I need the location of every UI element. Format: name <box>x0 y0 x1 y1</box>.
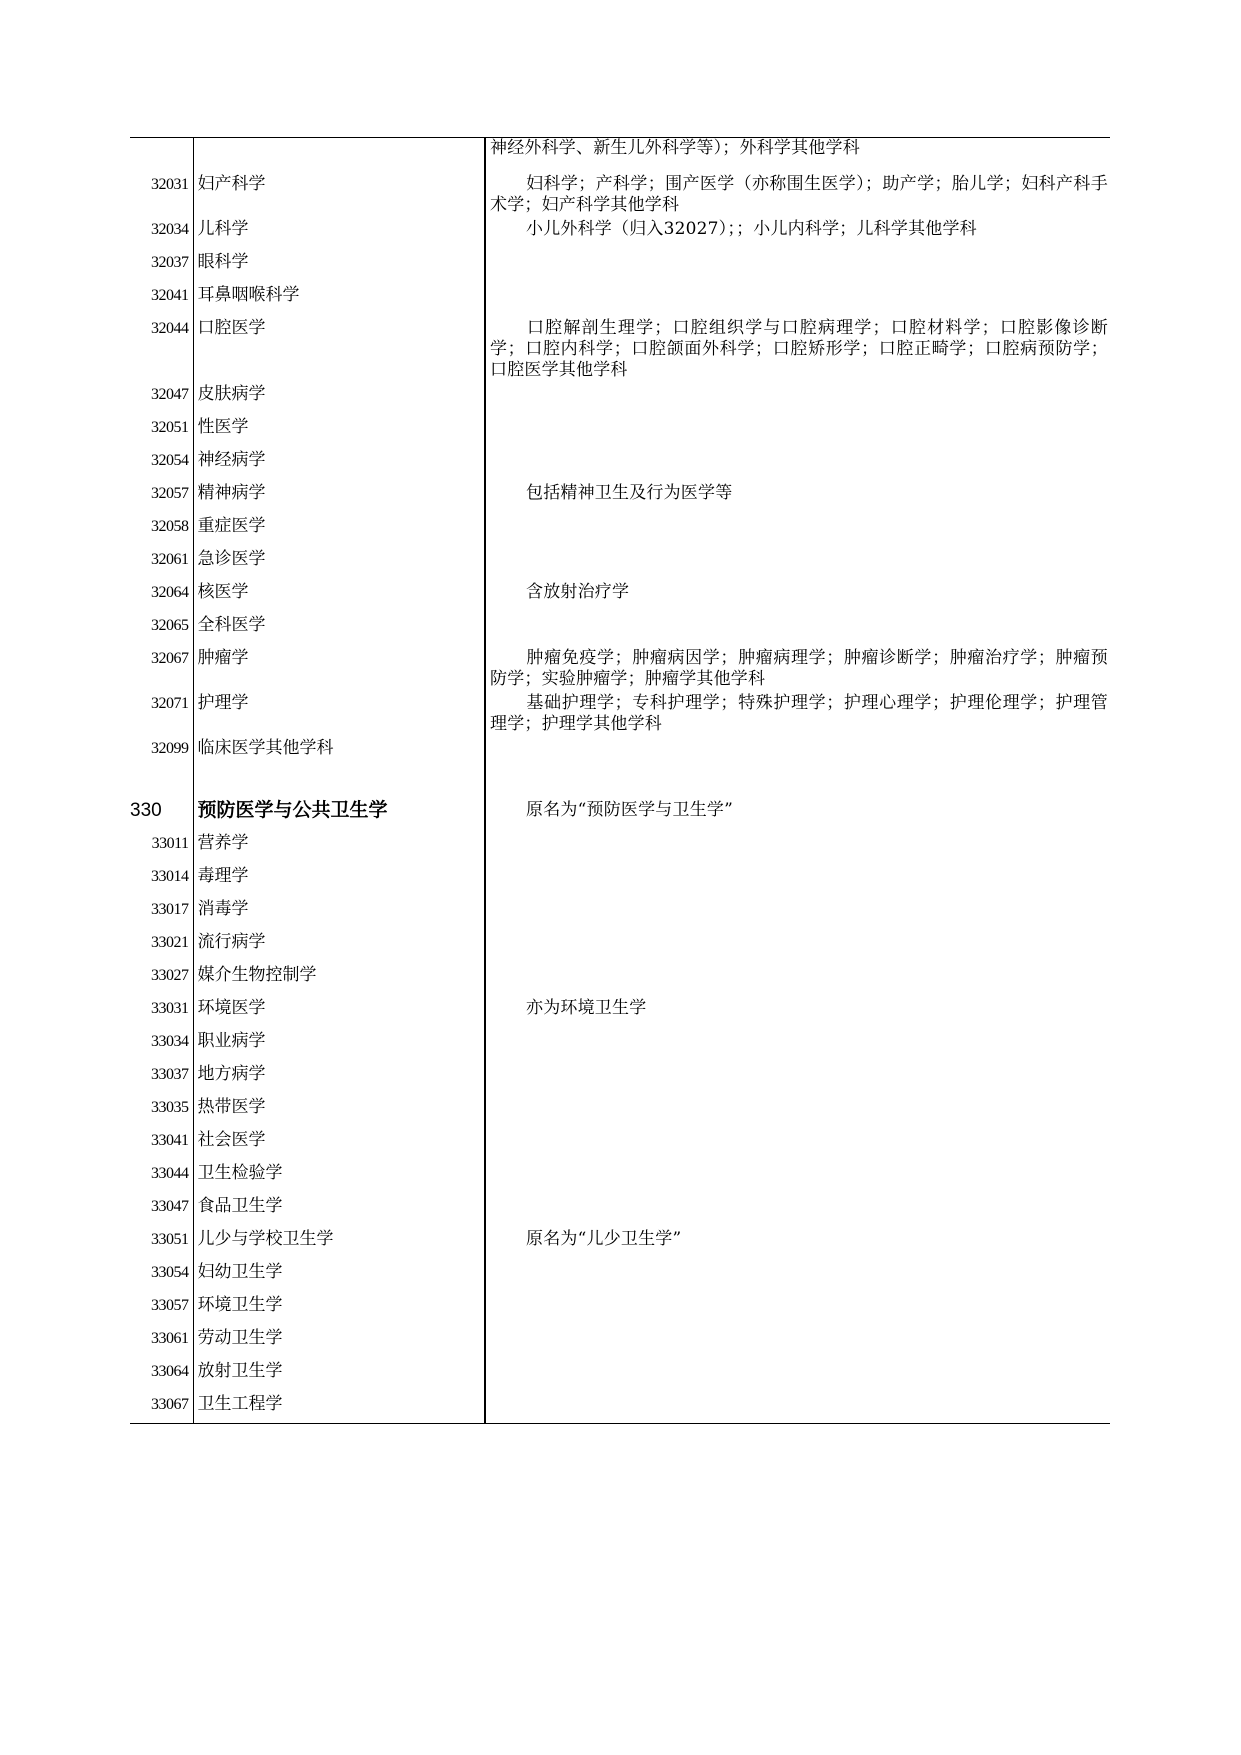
discipline-name: 劳动卫生学 <box>193 1325 485 1358</box>
discipline-note <box>485 735 1110 768</box>
table-row <box>130 315 1110 381</box>
table-body <box>130 138 1110 1424</box>
discipline-name: 环境卫生学 <box>193 1292 485 1325</box>
table-row <box>130 896 1110 929</box>
discipline-note <box>485 863 1110 896</box>
discipline-note <box>485 480 1110 513</box>
discipline-code: 32044 <box>151 319 189 337</box>
discipline-code: 32031 <box>151 175 189 193</box>
discipline-name: 妇幼卫生学 <box>193 1259 485 1292</box>
discipline-note <box>485 579 1110 612</box>
discipline-name <box>193 768 485 794</box>
discipline-name: 核医学 <box>193 579 485 612</box>
discipline-note <box>485 1292 1110 1325</box>
discipline-note <box>485 1193 1110 1226</box>
discipline-code: 33057 <box>151 1296 189 1314</box>
discipline-name: 护理学 <box>193 690 485 735</box>
discipline-note <box>485 513 1110 546</box>
discipline-code: 32058 <box>151 517 189 535</box>
discipline-name: 毒理学 <box>193 863 485 896</box>
note-text: 口腔解剖生理学；口腔组织学与口腔病理学；口腔材料学；口腔影像诊断学；口腔内科学；口腔颌面外科学；口腔矫形学；口腔正畸学；口腔病预防学；口腔医学其他学科 <box>490 317 1108 380</box>
discipline-note <box>485 381 1110 414</box>
discipline-note <box>485 1259 1110 1292</box>
discipline-code: 32047 <box>151 385 189 403</box>
discipline-code: 33041 <box>151 1131 189 1149</box>
note-text: 肿瘤免疫学；肿瘤病因学；肿瘤病理学；肿瘤诊断学；肿瘤治疗学；肿瘤预防学；实验肿瘤学；肿瘤学其他学科 <box>490 647 1108 689</box>
discipline-code: 32041 <box>151 286 189 304</box>
discipline-code: 33027 <box>151 966 189 984</box>
discipline-name: 儿科学 <box>193 216 485 249</box>
discipline-name: 环境医学 <box>193 995 485 1028</box>
discipline-note <box>485 1391 1110 1424</box>
discipline-note <box>485 929 1110 962</box>
spacer-row <box>130 768 1110 794</box>
discipline-note <box>485 896 1110 929</box>
discipline-name: 媒介生物控制学 <box>193 962 485 995</box>
table-row <box>130 1028 1110 1061</box>
discipline-code-table <box>130 137 1110 1424</box>
discipline-code <box>130 768 193 794</box>
discipline-note <box>485 1226 1110 1259</box>
discipline-note <box>485 768 1110 794</box>
table-row <box>130 282 1110 315</box>
discipline-code: 33035 <box>151 1098 189 1116</box>
discipline-code: 33034 <box>151 1032 189 1050</box>
discipline-code: 32064 <box>151 583 189 601</box>
table-row <box>130 513 1110 546</box>
discipline-name: 食品卫生学 <box>193 1193 485 1226</box>
note-text: 妇科学；产科学；围产医学（亦称围生医学）；助产学；胎儿学；妇科产科手术学；妇产科学其他学科 <box>490 173 1108 215</box>
table-row <box>130 579 1110 612</box>
discipline-note <box>485 1127 1110 1160</box>
note-text: 亦为环境卫生学 <box>526 997 647 1018</box>
discipline-note <box>485 249 1110 282</box>
table-row <box>130 735 1110 768</box>
discipline-code: 32054 <box>151 451 189 469</box>
discipline-name: 职业病学 <box>193 1028 485 1061</box>
discipline-code: 33044 <box>151 1164 189 1182</box>
discipline-note <box>485 138 1110 171</box>
discipline-note <box>485 1061 1110 1094</box>
discipline-name: 地方病学 <box>193 1061 485 1094</box>
discipline-code: 33061 <box>151 1329 189 1347</box>
table-row <box>130 1325 1110 1358</box>
note-text: 含放射治疗学 <box>526 581 630 602</box>
discipline-name: 重症医学 <box>193 513 485 546</box>
discipline-name: 营养学 <box>193 830 485 863</box>
note-text: 原名为“预防医学与卫生学” <box>526 799 733 820</box>
discipline-note <box>485 1160 1110 1193</box>
table-row <box>130 690 1110 735</box>
discipline-name: 口腔医学 <box>193 315 485 381</box>
discipline-name: 临床医学其他学科 <box>193 735 485 768</box>
table-row <box>130 414 1110 447</box>
discipline-code: 33054 <box>151 1263 189 1281</box>
table-row <box>130 863 1110 896</box>
section-row <box>130 794 1110 830</box>
discipline-code: 33017 <box>151 900 189 918</box>
discipline-note <box>485 171 1110 216</box>
discipline-code: 33014 <box>151 867 189 885</box>
discipline-note <box>485 546 1110 579</box>
discipline-code: 33047 <box>151 1197 189 1215</box>
discipline-name: 精神病学 <box>193 480 485 513</box>
discipline-note <box>485 995 1110 1028</box>
discipline-code: 32065 <box>151 616 189 634</box>
table-row <box>130 171 1110 216</box>
discipline-name: 卫生工程学 <box>193 1391 485 1424</box>
note-text: 神经外科学、新生儿外科学等）；外科学其他学科 <box>490 138 860 158</box>
discipline-code: 32099 <box>151 739 189 757</box>
discipline-code: 33011 <box>151 834 189 852</box>
table-row <box>130 1292 1110 1325</box>
discipline-code: 33031 <box>151 999 189 1017</box>
discipline-note <box>485 1358 1110 1391</box>
table-row <box>130 1193 1110 1226</box>
discipline-name: 神经病学 <box>193 447 485 480</box>
table-row <box>130 995 1110 1028</box>
discipline-code <box>130 138 193 171</box>
discipline-note <box>485 645 1110 690</box>
table-row <box>130 480 1110 513</box>
table-row <box>130 1160 1110 1193</box>
discipline-code: 32071 <box>151 694 189 712</box>
discipline-code: 33067 <box>151 1395 189 1413</box>
discipline-note <box>485 1325 1110 1358</box>
discipline-name: 耳鼻咽喉科学 <box>193 282 485 315</box>
table-row <box>130 381 1110 414</box>
discipline-name: 肿瘤学 <box>193 645 485 690</box>
table-row <box>130 1259 1110 1292</box>
table-row <box>130 929 1110 962</box>
discipline-name: 急诊医学 <box>193 546 485 579</box>
table-row <box>130 546 1110 579</box>
note-text: 包括精神卫生及行为医学等 <box>526 482 733 503</box>
table-row <box>130 1226 1110 1259</box>
table-row <box>130 962 1110 995</box>
discipline-note <box>485 282 1110 315</box>
discipline-name: 全科医学 <box>193 612 485 645</box>
discipline-code: 33021 <box>151 933 189 951</box>
discipline-name: 社会医学 <box>193 1127 485 1160</box>
note-text: 小儿外科学（归入32027）；；小儿内科学；儿科学其他学科 <box>526 218 977 239</box>
discipline-name: 预防医学与公共卫生学 <box>193 794 485 830</box>
discipline-code: 32061 <box>151 550 189 568</box>
note-text: 原名为“儿少卫生学” <box>526 1228 682 1249</box>
table-row <box>130 249 1110 282</box>
discipline-note <box>485 962 1110 995</box>
discipline-code: 32067 <box>151 649 189 667</box>
discipline-note <box>485 830 1110 863</box>
discipline-code: 32057 <box>151 484 189 502</box>
table-row <box>130 1358 1110 1391</box>
discipline-code: 330 <box>130 799 162 821</box>
note-text: 基础护理学；专科护理学；特殊护理学；护理心理学；护理伦理学；护理管理学；护理学其他学科 <box>490 692 1108 734</box>
discipline-note <box>485 690 1110 735</box>
table-row <box>130 612 1110 645</box>
discipline-note <box>485 794 1110 830</box>
discipline-note <box>485 1028 1110 1061</box>
discipline-name: 热带医学 <box>193 1094 485 1127</box>
discipline-code: 32051 <box>151 418 189 436</box>
discipline-note <box>485 612 1110 645</box>
discipline-name: 放射卫生学 <box>193 1358 485 1391</box>
table-row <box>130 830 1110 863</box>
discipline-code: 32034 <box>151 220 189 238</box>
table-row <box>130 1127 1110 1160</box>
table-row <box>130 1061 1110 1094</box>
table-row <box>130 1391 1110 1424</box>
discipline-name: 流行病学 <box>193 929 485 962</box>
discipline-name: 皮肤病学 <box>193 381 485 414</box>
discipline-code: 32037 <box>151 253 189 271</box>
discipline-code: 33037 <box>151 1065 189 1083</box>
discipline-name: 性医学 <box>193 414 485 447</box>
discipline-name: 眼科学 <box>193 249 485 282</box>
discipline-note <box>485 1094 1110 1127</box>
discipline-code: 33051 <box>151 1230 189 1248</box>
discipline-name: 卫生检验学 <box>193 1160 485 1193</box>
discipline-code: 33064 <box>151 1362 189 1380</box>
discipline-name: 妇产科学 <box>193 171 485 216</box>
table-row <box>130 645 1110 690</box>
discipline-note <box>485 216 1110 249</box>
discipline-name <box>193 138 485 171</box>
discipline-name: 消毒学 <box>193 896 485 929</box>
table-row <box>130 138 1110 171</box>
discipline-note <box>485 447 1110 480</box>
table-row <box>130 216 1110 249</box>
discipline-note <box>485 414 1110 447</box>
discipline-note <box>485 315 1110 381</box>
table-row <box>130 1094 1110 1127</box>
table-row <box>130 447 1110 480</box>
discipline-name: 儿少与学校卫生学 <box>193 1226 485 1259</box>
